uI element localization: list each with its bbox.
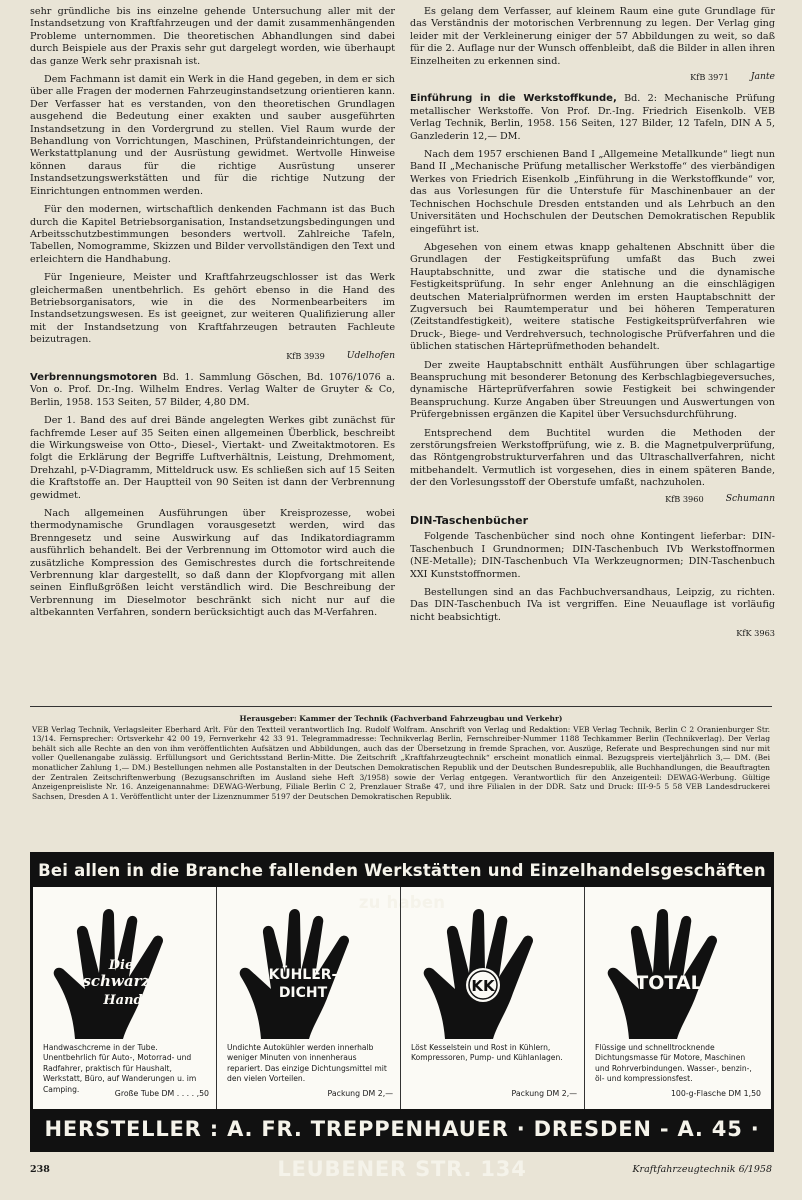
reviewer-name: Jante: [750, 71, 775, 83]
brand-text: Die: [108, 958, 134, 973]
reviewer-name: Udelhofen: [346, 349, 395, 361]
journal-issue: Kraftfahrzeugtechnik 6/1958: [632, 1164, 772, 1175]
brand-text: DICHT: [278, 985, 328, 1001]
review-code: KfB 3960: [665, 493, 704, 504]
right-column: [410, 6, 775, 648]
paragraph: Dem Fachmann ist damit ein Werk in die Hand gegeben, in dem er sich über alle Fragen der modernen Fahrzeuginstandsetzung orientieren kann. Der Verfasser hat es verstanden, von den theoretischen Grundlagen ausgehend die Bedeutung einer exakten und sauber ausgeführten Instandsetzung in den Vordergrund zu stellen. Viel Raum wurde der Behandlung von Vorrichtungen, Maschinen, Prüfstandeinrichtungen, der Werkstattplanung und der Ausrüstung gewidmet. Wertvolle Hinweise können daraus für die richtige Ausrüstung unserer Instandsetzungswerkstätten und für die richtige Nutzung der Einrichtungen entnommen werden.: [30, 74, 395, 197]
review-code: KfB 3971: [690, 72, 729, 83]
review-code: KfK 3963: [736, 628, 775, 639]
page-number: 238: [30, 1164, 50, 1175]
hand-icon: [599, 893, 755, 1043]
ad-panel-kk: [401, 887, 585, 1109]
paragraph: Für Ingenieure, Meister und Kraftfahrzeugschlosser ist das Werk gleichermaßen unentbehrlich. Es gehört ebenso in die Hand des Betriebsorganisators, wie in die des Normenbearbeiters im Instandsetzungswesen. Es ist geeignet, zur weiteren Qualifizierung aller mit der Instandsetzung von Kraftfahrzeugen betrauten Fachleute beizutragen.: [30, 272, 395, 346]
hand-icon: [231, 893, 387, 1043]
paragraph: Folgende Taschenbücher sind noch ohne Kontingent lieferbar: DIN-Taschenbuch I Grundnormen; DIN-Taschenbuch IVb Werkstoffnormen (NE-Metalle); DIN-Taschenbuch VIa Werkzeugnormen; DIN-Taschenbuch XXI Kunststoffnormen.: [410, 531, 775, 580]
ad-panel-total: [585, 887, 771, 1109]
paragraph: Bestellungen sind an das Fachbuchversandhaus, Leipzig, zu richten. Das DIN-Taschenbuch IVa ist vergriffen. Eine Neuauflage ist vorläufig nicht beabsichtigt.: [410, 587, 775, 623]
review-reference: [30, 350, 395, 362]
paragraph: Nach allgemeinen Ausführungen über Kreisprozesse, wobei thermodynamische Grundlagen vorausgesetzt werden, wird das Brenngesetz und seine Auswirkung auf das Indikatordiagramm ausführlich behandelt. Bei der Verbrennung im Ottomotor wird auch die zusätzliche Kompression des Gemischrestes durch die fortschreitende Verbrennung klar dargestellt, so daß dann der Klopfvorgang mit allen seinen Einflußgrößen leicht verständlich wird. Die Beschreibung der Verbrennung im Dieselmotor beschränkt sich nicht nur auf die altbekannten Verfahren, sondern berücksichtigt auch das M-Verfahren.: [30, 508, 395, 619]
divider: [30, 706, 772, 707]
brand-text: schwarze: [82, 972, 160, 990]
paragraph: sehr gründliche bis ins einzelne gehende Untersuchung aller mit der Instandsetzung von Kraftfahrzeugen und der damit zusammenhängenden Probleme unternommen. Die theoretischen Abhandlungen sind dabei durch Beispiele aus der Praxis sehr gut dargelegt worden, wie überhaupt das ganze Werk sehr praxisnah ist.: [30, 6, 395, 67]
book-title: Einführung in die Werkstoffkunde,: [410, 93, 617, 105]
left-column: [30, 6, 395, 626]
paragraph: Es gelang dem Verfasser, auf kleinem Raum eine gute Grundlage für das Verständnis der motorischen Verbrennung zu legen. Der Verlag ging leider mit der Verkleinerung einiger der 57 Abbildungen zu weit, so daß für die 2. Auflage nur der Wunsch offenbleibt, daß die Bilder in allen ihren Einzelheiten zu erkennen sind.: [410, 6, 775, 67]
product-price: Packung DM 2,—: [327, 1089, 393, 1098]
paragraph: Nach dem 1957 erschienen Band I „Allgemeine Metallkunde“ liegt nun Band II „Mechanische Prüfung metallischer Werkstoffe“ des vierbändigen Werkes von Friedrich Eisenkolb „Einführung in die Werkstoffkunde“ vor, das aus Vorlesungen für die Unterstufe für Maschinenbauer an der Technischen Hochschule Dresden entstanden und als Lehrbuch an den Universitäten und Hochschulen der Deutschen Demokratischen Republik eingeführt ist.: [410, 149, 775, 235]
book-title: Verbrennungsmotoren: [30, 371, 158, 383]
review-reference: [410, 71, 775, 83]
product-description: Flüssige und schnelltrocknende Dichtungsmasse für Motore, Maschinen und Rohrverbindungen. Wasser-, benzin-, öl- und kompressionsfest.: [595, 1043, 752, 1084]
impressum-text: VEB Verlag Technik, Verlagsleiter Eberhard Arlt. Für den Textteil verantwortlich Ing. Rudolf Wolfram. Anschrift von Verlag und Redaktion: VEB Verlag Technik, Berlin C 2 Oranienburger Str. 13/14. Fernsprecher: Ortsverkehr 42 00 19, Fernverkehr 42 33 91. Telegrammadresse: Technikverlag Berlin, Fernschreiber-Nummer 1188 Techkammer Berlin (Technikverlag). Der Verlag behält sich alle Rechte an den von ihm veröffentlichten Aufsätzen und Abbildungen, auch das der Übersetzung in fremde Sprachen, vor. Auszüge, Referate und Besprechungen sind nur mit voller Quellenangabe zulässig. Erfüllungsort und Gerichtsstand Berlin-Mitte. Die Zeitschrift „Kraftfahrzeugtechnik“ erscheint monatlich einmal. Bezugspreis vierteljährlich 3,— DM. (Bei monatlicher Zahlung 1,— DM.) Bestellungen nehmen alle Postanstalten in der Deutschen Demokratischen Republik und der Deutschen Bundesrepublik, alle Buchhandlungen, die Beauftragten der Zentralen Zeitschriftenwerbung (Bezugsanschriften im Ausland siehe Heft 3/1958) sowie der Verlag entgegen. Verantwortlich für den Anzeigenteil: DEWAG-Werbung. Gültige Anzeigenpreisliste Nr. 16. Anzeigenannahme: DEWAG-Werbung, Filiale Berlin C 2, Prenzlauer Straße 47, und ihre Filialen in der DDR. Satz und Druck: III-9-5 5 58 VEB Landesdruckerei Sachsen, Dresden A 1. Veröffentlicht unter der Lizenznummer 5197 der Deutschen Demokratischen Republik.: [32, 724, 770, 801]
ad-banner: Bei allen in die Branche fallenden Werkstätten und Einzelhandelsgeschäften zu haben: [33, 855, 771, 887]
section-heading: DIN-Taschenbücher: [410, 514, 529, 528]
hand-icon: [47, 893, 203, 1043]
paragraph: Der zweite Hauptabschnitt enthält Ausführungen über schlagartige Beanspruchung mit besonderer Betonung des Kerbschlagbiegeversuches, dynamische Härteprüfverfahren sowie Festigkeit bei schwingender Beanspruchung. Kurze Angaben über Streuungen und Auswertungen von Prüfergebnissen ergänzen die Kapitel über Versuchsdurchführung.: [410, 359, 775, 421]
review-code: KfB 3939: [286, 350, 325, 361]
paragraph: Für den modernen, wirtschaftlich denkenden Fachmann ist das Buch durch die Kapitel Betriebsorganisation, Instandsetzungsbedingungen und Arbeitsschutzbestimmungen besonders wertvoll. Zahlreiche Tafeln, Tabellen, Nomogramme, Skizzen und Bilder vervollständigen den Text und erleichtern die Handhabung.: [30, 204, 395, 265]
brand-text: KK: [471, 977, 495, 995]
paragraph: Entsprechend dem Buchtitel wurden die Methoden der zerstörungsfreien Werkstoffprüfung, wie z. B. die Magnetpulverprüfung, das Röntgengrobstrukturverfahren und das Ultraschallverfahren, nicht mitbehandelt. Vermutlich ist vorgesehen, dies in einem späteren Bande, der den Vorlesungsstoff der Oberstufe umfaßt, nachzuholen.: [410, 427, 775, 489]
ad-panel-kuehler-dicht: [217, 887, 401, 1109]
book-details: Bd. 1. Sammlung Göschen, Bd. 1076/1076 a. Von o. Prof. Dr.-Ing. Wilhelm Endres. Verlag Walter de Gruyter & Co, Berlin, 1958. 153 Seiten, 57 Bilder, 4,80 DM.: [30, 371, 396, 408]
impressum: [32, 714, 770, 801]
book-entry-heading: [410, 93, 775, 143]
hand-icon: [415, 893, 571, 1043]
product-price: Packung DM 2,—: [511, 1089, 577, 1098]
product-price: 100-g-Flasche DM 1,50: [670, 1089, 761, 1098]
reviewer-name: Schumann: [725, 492, 775, 504]
product-description: Undichte Autokühler werden innerhalb weniger Minuten von innenheraus repariert. Das einzige Dichtungsmittel mit den vielen Vorteilen.: [227, 1043, 387, 1084]
product-price: Große Tube DM . . . . ,50: [114, 1089, 209, 1098]
review-reference: [410, 493, 775, 505]
book-details: Bd. 2: Mechanische Prüfung metallischer Werkstoffe. Von Prof. Dr.-Ing. Friedrich Eisenkolb. VEB Verlag Technik, Berlin, 1958. 156 Seiten, 127 Bilder, 12 Tafeln, DIN A 5, Ganzlederin 12,— DM.: [410, 93, 776, 142]
ad-manufacturer-bar: HERSTELLER : A. FR. TREPPENHAUER · DRESDEN - A. 45 · LEUBENER STR. 134: [33, 1109, 771, 1149]
book-entry-heading: [30, 372, 395, 409]
paragraph: Der 1. Band des auf drei Bände angelegten Werkes gibt zunächst für fachfremde Leser auf 35 Seiten einen allgemeinen Überblick, beschreibt die Wirkungsweise von Otto-, Diesel-, Viertakt- und Zweitaktmotoren. Es folgt die Erklärung der Begriffe Luftverhältnis, Leistung, Drehmoment, Drehzahl, p-V-Diagramm, Mitteldruck usw. Es schließen sich auf 15 Seiten die Kraftstoffe an. Der Hauptteil von 90 Seiten ist dann der Verbrennung gewidmet.: [30, 415, 395, 501]
brand-text: TOTAL: [635, 972, 703, 994]
product-description: Handwaschcreme in der Tube. Unentbehrlich für Auto-, Motorrad- und Radfahrer, praktisch für Haushalt, Werkstatt, Büro, auf Wanderungen u. im Camping.: [43, 1043, 197, 1094]
brand-text: Hand: [103, 993, 143, 1008]
review-reference: [410, 627, 775, 639]
paragraph: Abgesehen von einem etwas knapp gehaltenen Abschnitt über die Grundlagen der Festigkeitsprüfung umfaßt das Buch zwei Hauptabschnitte, und zwar die statische und die dynamische Festigkeitsprüfung. In sehr enger Anlehnung an die einschlägigen deutschen Materialprüfnormen werden im ersten Hauptabschnitt der Zugversuch bei Raumtemperatur und bei höheren Temperaturen (Zeitstandfestigkeit), weitere statische Festigkeitsprüfverfahren wie Druck-, Biege- und Verdrehversuch, technologische Prüfverfahren und die üblichen statischen Härteprüfmethoden behandelt.: [410, 241, 775, 353]
ad-panel-schwarze-hand: [33, 887, 217, 1109]
brand-text: KÜHLER-: [268, 967, 338, 983]
publisher-line: Herausgeber: Kammer der Technik (Fachverband Fahrzeugbau und Verkehr): [239, 714, 563, 723]
product-description: Löst Kesselstein und Rost in Kühlern, Kompressoren, Pump- und Kühlanlagen.: [411, 1043, 563, 1063]
